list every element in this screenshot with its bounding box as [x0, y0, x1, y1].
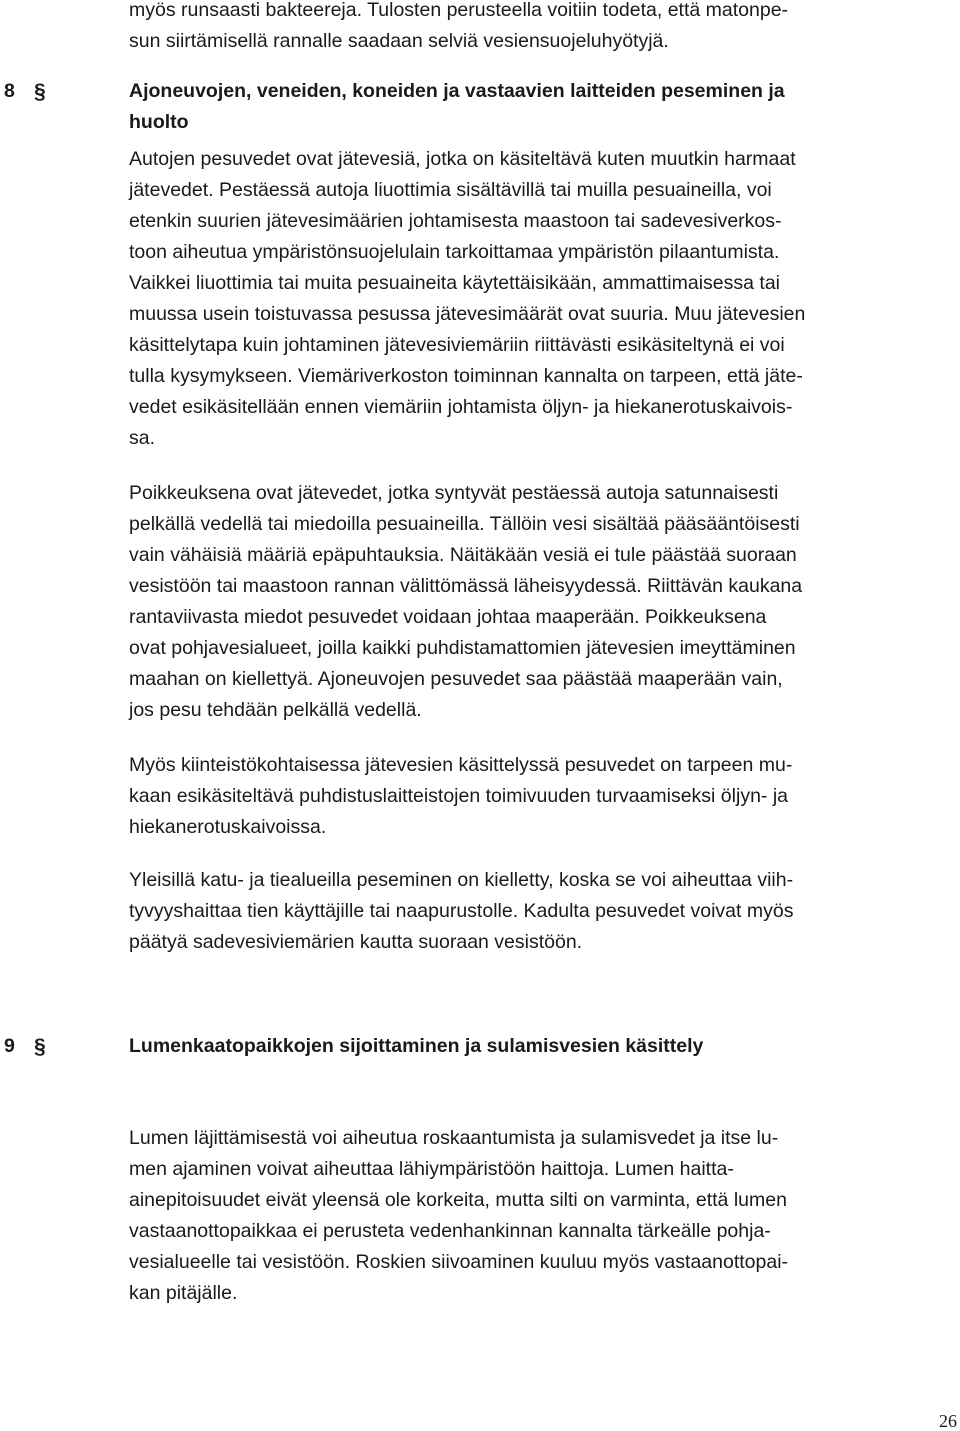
paragraph-line: ainepitoisuudet eivät yleensä ole korkeita, mutta silti on varminta, että lumen [129, 1189, 787, 1211]
paragraph-line: jätevedet. Pestäessä autoja liuottimia sisältävillä tai muilla pesuaineilla, voi [129, 179, 772, 201]
paragraph-line: toon aiheutua ympäristönsuojelulain tarkoittamaa ympäristön pilaantumista. [129, 241, 780, 263]
section-8-paragraph-4 [129, 865, 793, 958]
section-8-title-line: huolto [129, 111, 189, 133]
section-9-paragraph [129, 1123, 788, 1309]
section-8-paragraph-sign: § [34, 80, 46, 103]
section-8-title [129, 76, 785, 138]
paragraph-line: men ajaminen voivat aiheuttaa lähiympäristöön haittoja. Lumen haitta- [129, 1158, 734, 1180]
paragraph-line: jos pesu tehdään pelkällä vedellä. [129, 699, 422, 721]
paragraph-line: Lumen läjittämisestä voi aiheutua roskaantumista ja sulamisvedet ja itse lu- [129, 1127, 779, 1149]
paragraph-line: Myös kiinteistökohtaisessa jätevesien käsittelyssä pesuvedet on tarpeen mu- [129, 754, 793, 776]
paragraph-line: kan pitäjälle. [129, 1282, 238, 1304]
intro-line: myös runsaasti bakteereja. Tulosten perusteella voitiin todeta, että matonpe- [129, 0, 789, 21]
paragraph-line: tyvyyshaittaa tien käyttäjille tai naapurustolle. Kadulta pesuvedet voivat myös [129, 900, 794, 922]
paragraph-line: ovat pohjavesialueet, joilla kaikki puhdistamattomien jätevesien imeyttäminen [129, 637, 796, 659]
section-8-title-line: Ajoneuvojen, veneiden, koneiden ja vastaavien laitteiden peseminen ja [129, 80, 785, 102]
section-8-paragraph-1 [129, 144, 805, 454]
paragraph-line: tulla kysymykseen. Viemäriverkoston toiminnan kannalta on tarpeen, että jäte- [129, 365, 803, 387]
paragraph-line: kaan esikäsiteltävä puhdistuslaitteistojen toimivuuden turvaamiseksi öljyn- ja [129, 785, 789, 807]
paragraph-line: vesialueelle tai vesistöön. Roskien siivoaminen kuuluu myös vastaanottopai- [129, 1251, 789, 1273]
paragraph-line: käsittelytapa kuin johtaminen jätevesiviemäriin riittävästi esikäsiteltynä ei voi [129, 334, 785, 356]
paragraph-line: vastaanottopaikkaa ei perusteta vedenhankinnan kannalta tärkeälle pohja- [129, 1220, 771, 1242]
paragraph-line: muussa usein toistuvassa pesussa jätevesimäärät ovat suuria. Muu jätevesien [129, 303, 806, 325]
paragraph-line: Vaikkei liuottimia tai muita pesuaineita käytettäisikään, ammattimaisessa tai [129, 272, 781, 294]
section-9-title: Lumenkaatopaikkojen sijoittaminen ja sulamisvesien käsittely [129, 1035, 704, 1057]
paragraph-line: Poikkeuksena ovat jätevedet, jotka syntyvät pestäessä autoja satunnaisesti [129, 482, 779, 504]
paragraph-line: Yleisillä katu- ja tiealueilla peseminen on kielletty, koska se voi aiheuttaa viih- [129, 869, 794, 891]
paragraph-line: vain vähäisiä määriä epäpuhtauksia. Näitäkään vesiä ei tule päästää suoraan [129, 544, 797, 566]
intro-paragraph [129, 0, 788, 57]
section-8-number: 8 [4, 80, 15, 102]
paragraph-line: päätyä sadevesiviemärien kautta suoraan vesistöön. [129, 931, 583, 953]
paragraph-line: vesistöön tai maastoon rannan välittömässä läheisyydessä. Riittävän kaukana [129, 575, 803, 597]
paragraph-line: etenkin suurien jätevesimäärien johtamisesta maastoon tai sadevesiverkos- [129, 210, 782, 232]
section-8-paragraph-2 [129, 478, 802, 726]
section-9-number: 9 [4, 1035, 15, 1057]
page-number: 26 [939, 1411, 957, 1431]
intro-line: sun siirtämisellä rannalle saadaan selviä vesiensuojeluhyötyjä. [129, 30, 669, 52]
paragraph-line: hiekanerotuskaivoissa. [129, 816, 327, 838]
section-9-paragraph-sign: § [34, 1035, 46, 1058]
paragraph-line: maahan on kiellettyä. Ajoneuvojen pesuvedet saa päästää maaperään vain, [129, 668, 783, 690]
paragraph-line: rantaviivasta miedot pesuvedet voidaan johtaa maaperään. Poikkeuksena [129, 606, 767, 628]
paragraph-line: Autojen pesuvedet ovat jätevesiä, jotka on käsiteltävä kuten muutkin harmaat [129, 148, 796, 170]
paragraph-line: vedet esikäsitellään ennen viemäriin johtamista öljyn- ja hiekanerotuskaivois- [129, 396, 793, 418]
paragraph-line: sa. [129, 427, 156, 449]
section-8-paragraph-3 [129, 750, 792, 843]
paragraph-line: pelkällä vedellä tai miedoilla pesuaineilla. Tällöin vesi sisältää pääsääntöisesti [129, 513, 800, 535]
